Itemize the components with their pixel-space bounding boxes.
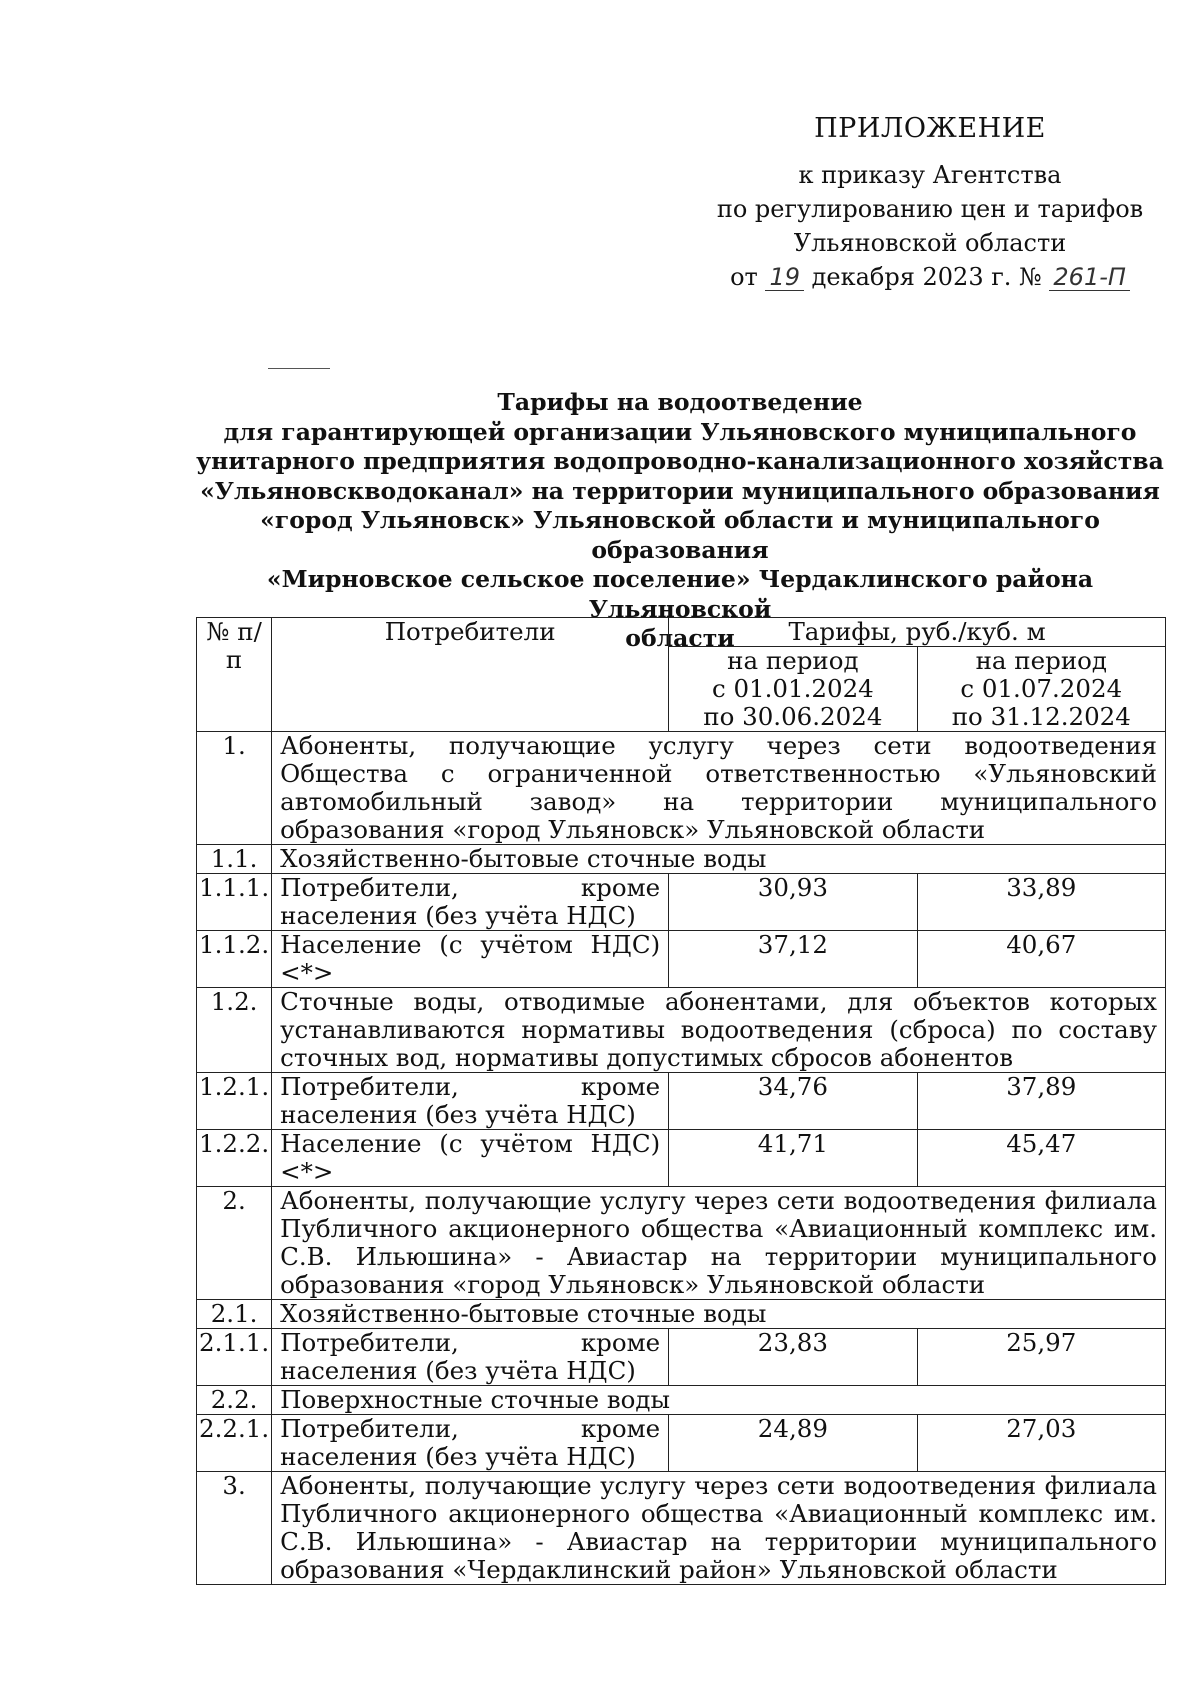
section-text: Хозяйственно-бытовые сточные воды [272, 1300, 1166, 1329]
date-rest: декабря 2023 г. № [811, 263, 1042, 291]
period-1-line: на период [727, 646, 859, 675]
table-row [197, 1300, 1166, 1329]
header-period-2 [917, 647, 1165, 732]
consumer-name: Население (с учётом НДС)<*> [272, 1130, 669, 1187]
consumer-name: Население (с учётом НДС)<*> [272, 931, 669, 988]
row-number: 2.2.1. [197, 1415, 272, 1472]
row-number: 1.1.1. [197, 874, 272, 931]
title-line: «Мирновское сельское поселение» Чердаклинского района Ульяновской [266, 565, 1094, 623]
order-day: 19 [765, 264, 804, 291]
table-row [197, 874, 1166, 931]
row-number: 2.1. [197, 1300, 272, 1329]
table-row [197, 931, 1166, 988]
section-text: Абоненты, получающие услугу через сети водоотведения Общества с ограниченной ответственностью «Ульяновский автомобильный завод» на территории муниципального образования «город Ульяновск» Ульяновской области [272, 732, 1166, 845]
title-line: «город Ульяновск» Ульяновской области и муниципального образования [260, 506, 1100, 564]
row-number: 2. [197, 1187, 272, 1300]
tariff-value-period-1: 30,93 [669, 874, 917, 931]
divider [268, 368, 330, 369]
appendix-title: ПРИЛОЖЕНИЕ [814, 113, 1046, 144]
table-row [197, 1386, 1166, 1415]
row-number: 1.1.2. [197, 931, 272, 988]
row-number: 1.2.1. [197, 1073, 272, 1130]
table-row [197, 1472, 1166, 1585]
section-text: Хозяйственно-бытовые сточные воды [272, 845, 1166, 874]
row-number: 2.1.1. [197, 1329, 272, 1386]
row-number: 1.1. [197, 845, 272, 874]
table-row [197, 845, 1166, 874]
section-text: Абоненты, получающие услугу через сети водоотведения филиала Публичного акционерного общества «Авиационный комплекс им. С.В. Ильюшина» - Авиастар на территории муниципального образования «Чердаклинский район» Ульяновской области [272, 1472, 1166, 1585]
date-prefix: от [730, 263, 758, 291]
tariff-value-period-2: 27,03 [917, 1415, 1165, 1472]
tariff-value-period-1: 34,76 [669, 1073, 917, 1130]
order-number: 261-П [1049, 264, 1130, 291]
consumer-name: Потребители, кроме населения (без учёта НДС) [272, 1329, 669, 1386]
title-line: «Ульяновскводоканал» на территории муниципального образования [200, 476, 1160, 505]
consumer-name: Потребители, кроме населения (без учёта НДС) [272, 1073, 669, 1130]
order-date-line [700, 260, 1160, 294]
period-2-line: с 01.07.2024 [960, 674, 1123, 703]
header-consumers: Потребители [272, 618, 669, 732]
table-row [197, 1329, 1166, 1386]
table-row [197, 732, 1166, 845]
title-line: для гарантирующей организации Ульяновского муниципального [223, 417, 1137, 446]
tariff-value-period-1: 23,83 [669, 1329, 917, 1386]
table-header-row [197, 618, 1166, 647]
row-number: 1.2. [197, 988, 272, 1073]
appendix-header [700, 112, 1160, 294]
period-2-line: по 31.12.2024 [951, 702, 1131, 731]
header-tariffs: Тарифы, руб./куб. м [669, 618, 1166, 647]
row-number: 3. [197, 1472, 272, 1585]
row-number: 2.2. [197, 1386, 272, 1415]
tariff-table [196, 617, 1166, 1585]
table-row [197, 1130, 1166, 1187]
period-1-line: по 30.06.2024 [703, 702, 883, 731]
tariff-value-period-2: 37,89 [917, 1073, 1165, 1130]
header-line: Ульяновской области [793, 229, 1067, 257]
title-line: области [625, 624, 735, 652]
consumer-name: Потребители, кроме населения (без учёта НДС) [272, 1415, 669, 1472]
table-row [197, 1415, 1166, 1472]
title-line: Тарифы на водоотведение [497, 388, 863, 416]
tariff-value-period-1: 24,89 [669, 1415, 917, 1472]
header-line: к приказу Агентства [798, 161, 1062, 189]
tariff-value-period-2: 25,97 [917, 1329, 1165, 1386]
title-line: унитарного предприятия водопроводно-канализационного хозяйства [196, 447, 1164, 475]
consumer-name: Потребители, кроме населения (без учёта НДС) [272, 874, 669, 931]
document-title [180, 388, 1180, 654]
section-text: Поверхностные сточные воды [272, 1386, 1166, 1415]
table-row [197, 1073, 1166, 1130]
row-number: 1.2.2. [197, 1130, 272, 1187]
period-1-line: с 01.01.2024 [711, 674, 874, 703]
header-num: № п/п [197, 618, 272, 732]
tariff-value-period-2: 33,89 [917, 874, 1165, 931]
section-text: Абоненты, получающие услугу через сети водоотведения филиала Публичного акционерного общества «Авиационный комплекс им. С.В. Ильюшина» - Авиастар на территории муниципального образования «город Ульяновск» Ульяновской области [272, 1187, 1166, 1300]
table-row [197, 988, 1166, 1073]
period-2-line: на период [975, 646, 1107, 675]
section-text: Сточные воды, отводимые абонентами, для объектов которых устанавливаются нормативы водоотведения (сброса) по составу сточных вод, нормативы допустимых сбросов абонентов [272, 988, 1166, 1073]
header-line: по регулированию цен и тарифов [716, 195, 1144, 223]
tariff-value-period-2: 40,67 [917, 931, 1165, 988]
tariff-value-period-1: 37,12 [669, 931, 917, 988]
header-period-1 [669, 647, 917, 732]
tariff-value-period-2: 45,47 [917, 1130, 1165, 1187]
table-row [197, 1187, 1166, 1300]
tariff-value-period-1: 41,71 [669, 1130, 917, 1187]
row-number: 1. [197, 732, 272, 845]
